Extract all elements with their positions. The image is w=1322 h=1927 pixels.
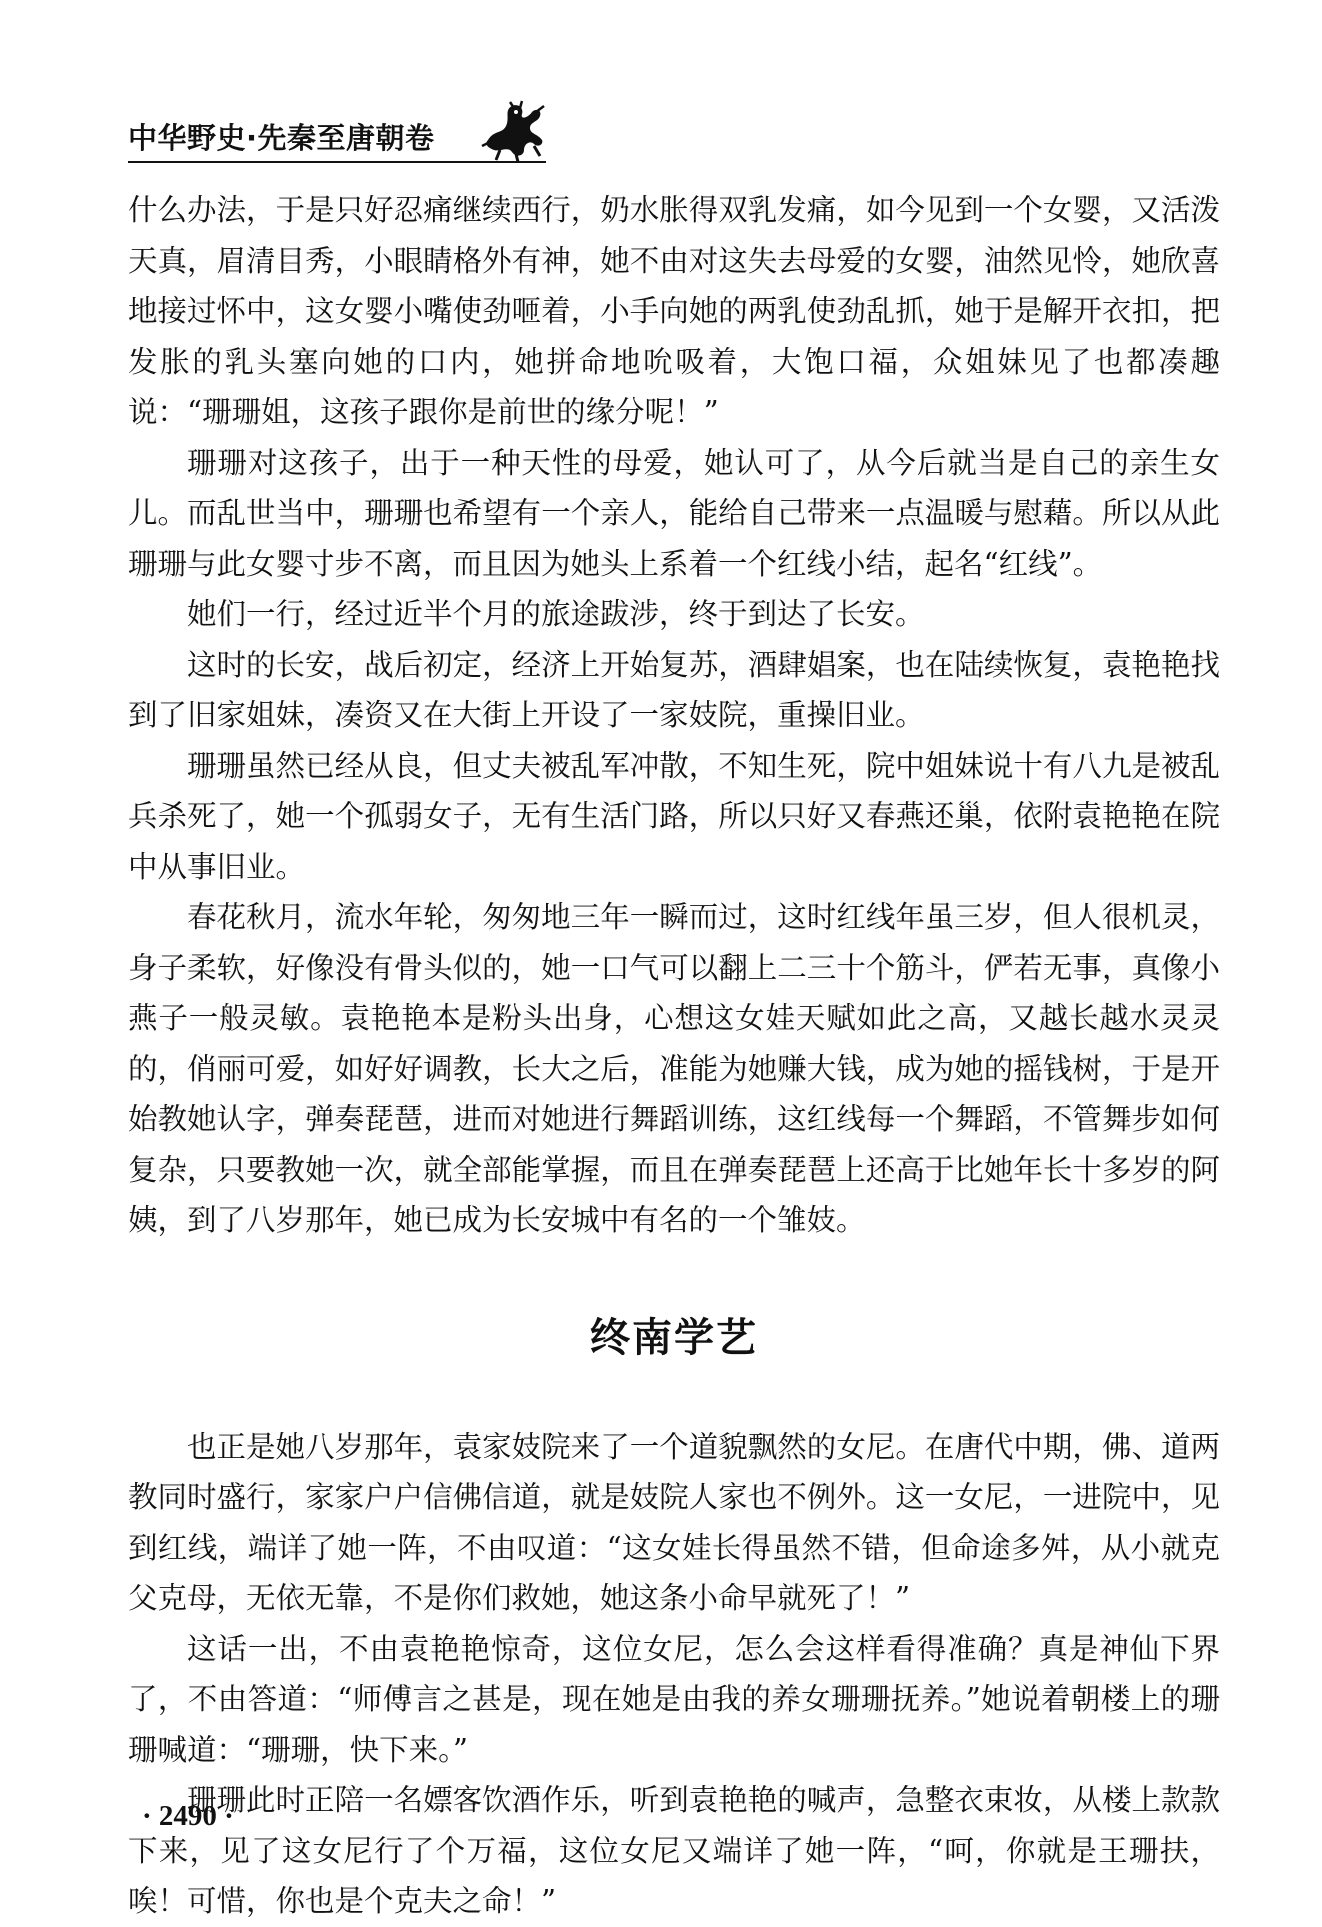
paragraph: 这时的长安，战后初定，经济上开始复苏，酒肆娼案，也在陆续恢复，袁艳艳找到了旧家姐妹，凑资又在大街上开设了一家妓院，重操旧业。 bbox=[128, 647, 1220, 732]
paragraph: 也正是她八岁那年，袁家妓院来了一个道貌飘然的女尼。在唐代中期，佛、道两教同时盛行，家家户户信佛信道，就是妓院人家也不例外。这一女尼，一进院中，见到红线，端详了她一阵，不由叹道：“这女娃长得虽然不错，但命途多舛，从小就克父克母，无依无靠，不是你们救她，她这条小命早就死了！” bbox=[128, 1429, 1220, 1615]
page-number: · 2490 · bbox=[142, 1800, 234, 1832]
paragraph: 什么办法，于是只好忍痛继续西行，奶水胀得双乳发痛，如今见到一个女婴，又活泼天真，眉清目秀，小眼睛格外有神，她不由对这失去母爱的女婴，油然见怜，她欣喜地接过怀中，这女婴小嘴使劲咂着，小手向她的两乳使劲乱抓，她于是解开衣扣，把发胀的乳头塞向她的口内，她拼命地吮吸着，大饱口福，众姐妹见了也都凑趣说：“珊珊姐，这孩子跟你是前世的缘分呢！” bbox=[128, 193, 1220, 429]
paragraph: 珊珊虽然已经从良，但丈夫被乱军冲散，不知生死，院中姐妹说十有八九是被乱兵杀死了，她一个孤弱女子，无有生活门路，所以只好又春燕还巢，依附袁艳艳在院中从事旧业。 bbox=[128, 748, 1220, 884]
body-text bbox=[128, 185, 1220, 1927]
paragraph: 珊珊对这孩子，出于一种天性的母爱，她认可了，从今后就当是自己的亲生女儿。而乱世当中，珊珊也希望有一个亲人，能给自己带来一点温暖与慰藉。所以从此珊珊与此女婴寸步不离，而且因为她头上系着一个红线小结，起名“红线”。 bbox=[128, 445, 1220, 581]
page-header bbox=[128, 108, 548, 168]
paragraph: 这话一出，不由袁艳艳惊奇，这位女尼，怎么会这样看得准确？真是神仙下界了，不由答道：“师傅言之甚是，现在她是由我的养女珊珊抚养。”她说着朝楼上的珊珊喊道：“珊珊，快下来。” bbox=[128, 1631, 1220, 1767]
section-heading: 终南学艺 bbox=[590, 1314, 758, 1361]
paragraph: 她们一行，经过近半个月的旅途跋涉，终于到达了长安。 bbox=[187, 597, 925, 631]
header-rule bbox=[128, 161, 546, 163]
paragraph: 春花秋月，流水年轮，匆匆地三年一瞬而过，这时红线年虽三岁，但人很机灵，身子柔软，好像没有骨头似的，她一口气可以翻上二三十个筋斗，俨若无事，真像小燕子一般灵敏。袁艳艳本是粉头出身，心想这女娃天赋如此之高，又越长越水灵灵的，俏丽可爱，如好好调教，长大之后，准能为她赚大钱，成为她的摇钱树，于是开始教她认字，弹奏琵琶，进而对她进行舞蹈训练，这红线每一个舞蹈，不管舞步如何复杂，只要教她一次，就全部能掌握，而且在弹奏琵琶上还高于比她年长十多岁的阿姨，到了八岁那年，她已成为长安城中有名的一个雏妓。 bbox=[128, 900, 1220, 1237]
paragraph: 珊珊此时正陪一名嫖客饮酒作乐，听到袁艳艳的喊声，急整衣束妆，从楼上款款下来，见了这女尼行了个万福，这位女尼又端详了她一阵，“呵，你就是王珊扶，唉！可惜，你也是个克夫之命！” bbox=[128, 1783, 1220, 1918]
dragon-emblem-icon bbox=[480, 100, 552, 162]
running-title: 中华野史·先秦至唐朝卷 bbox=[128, 121, 435, 155]
